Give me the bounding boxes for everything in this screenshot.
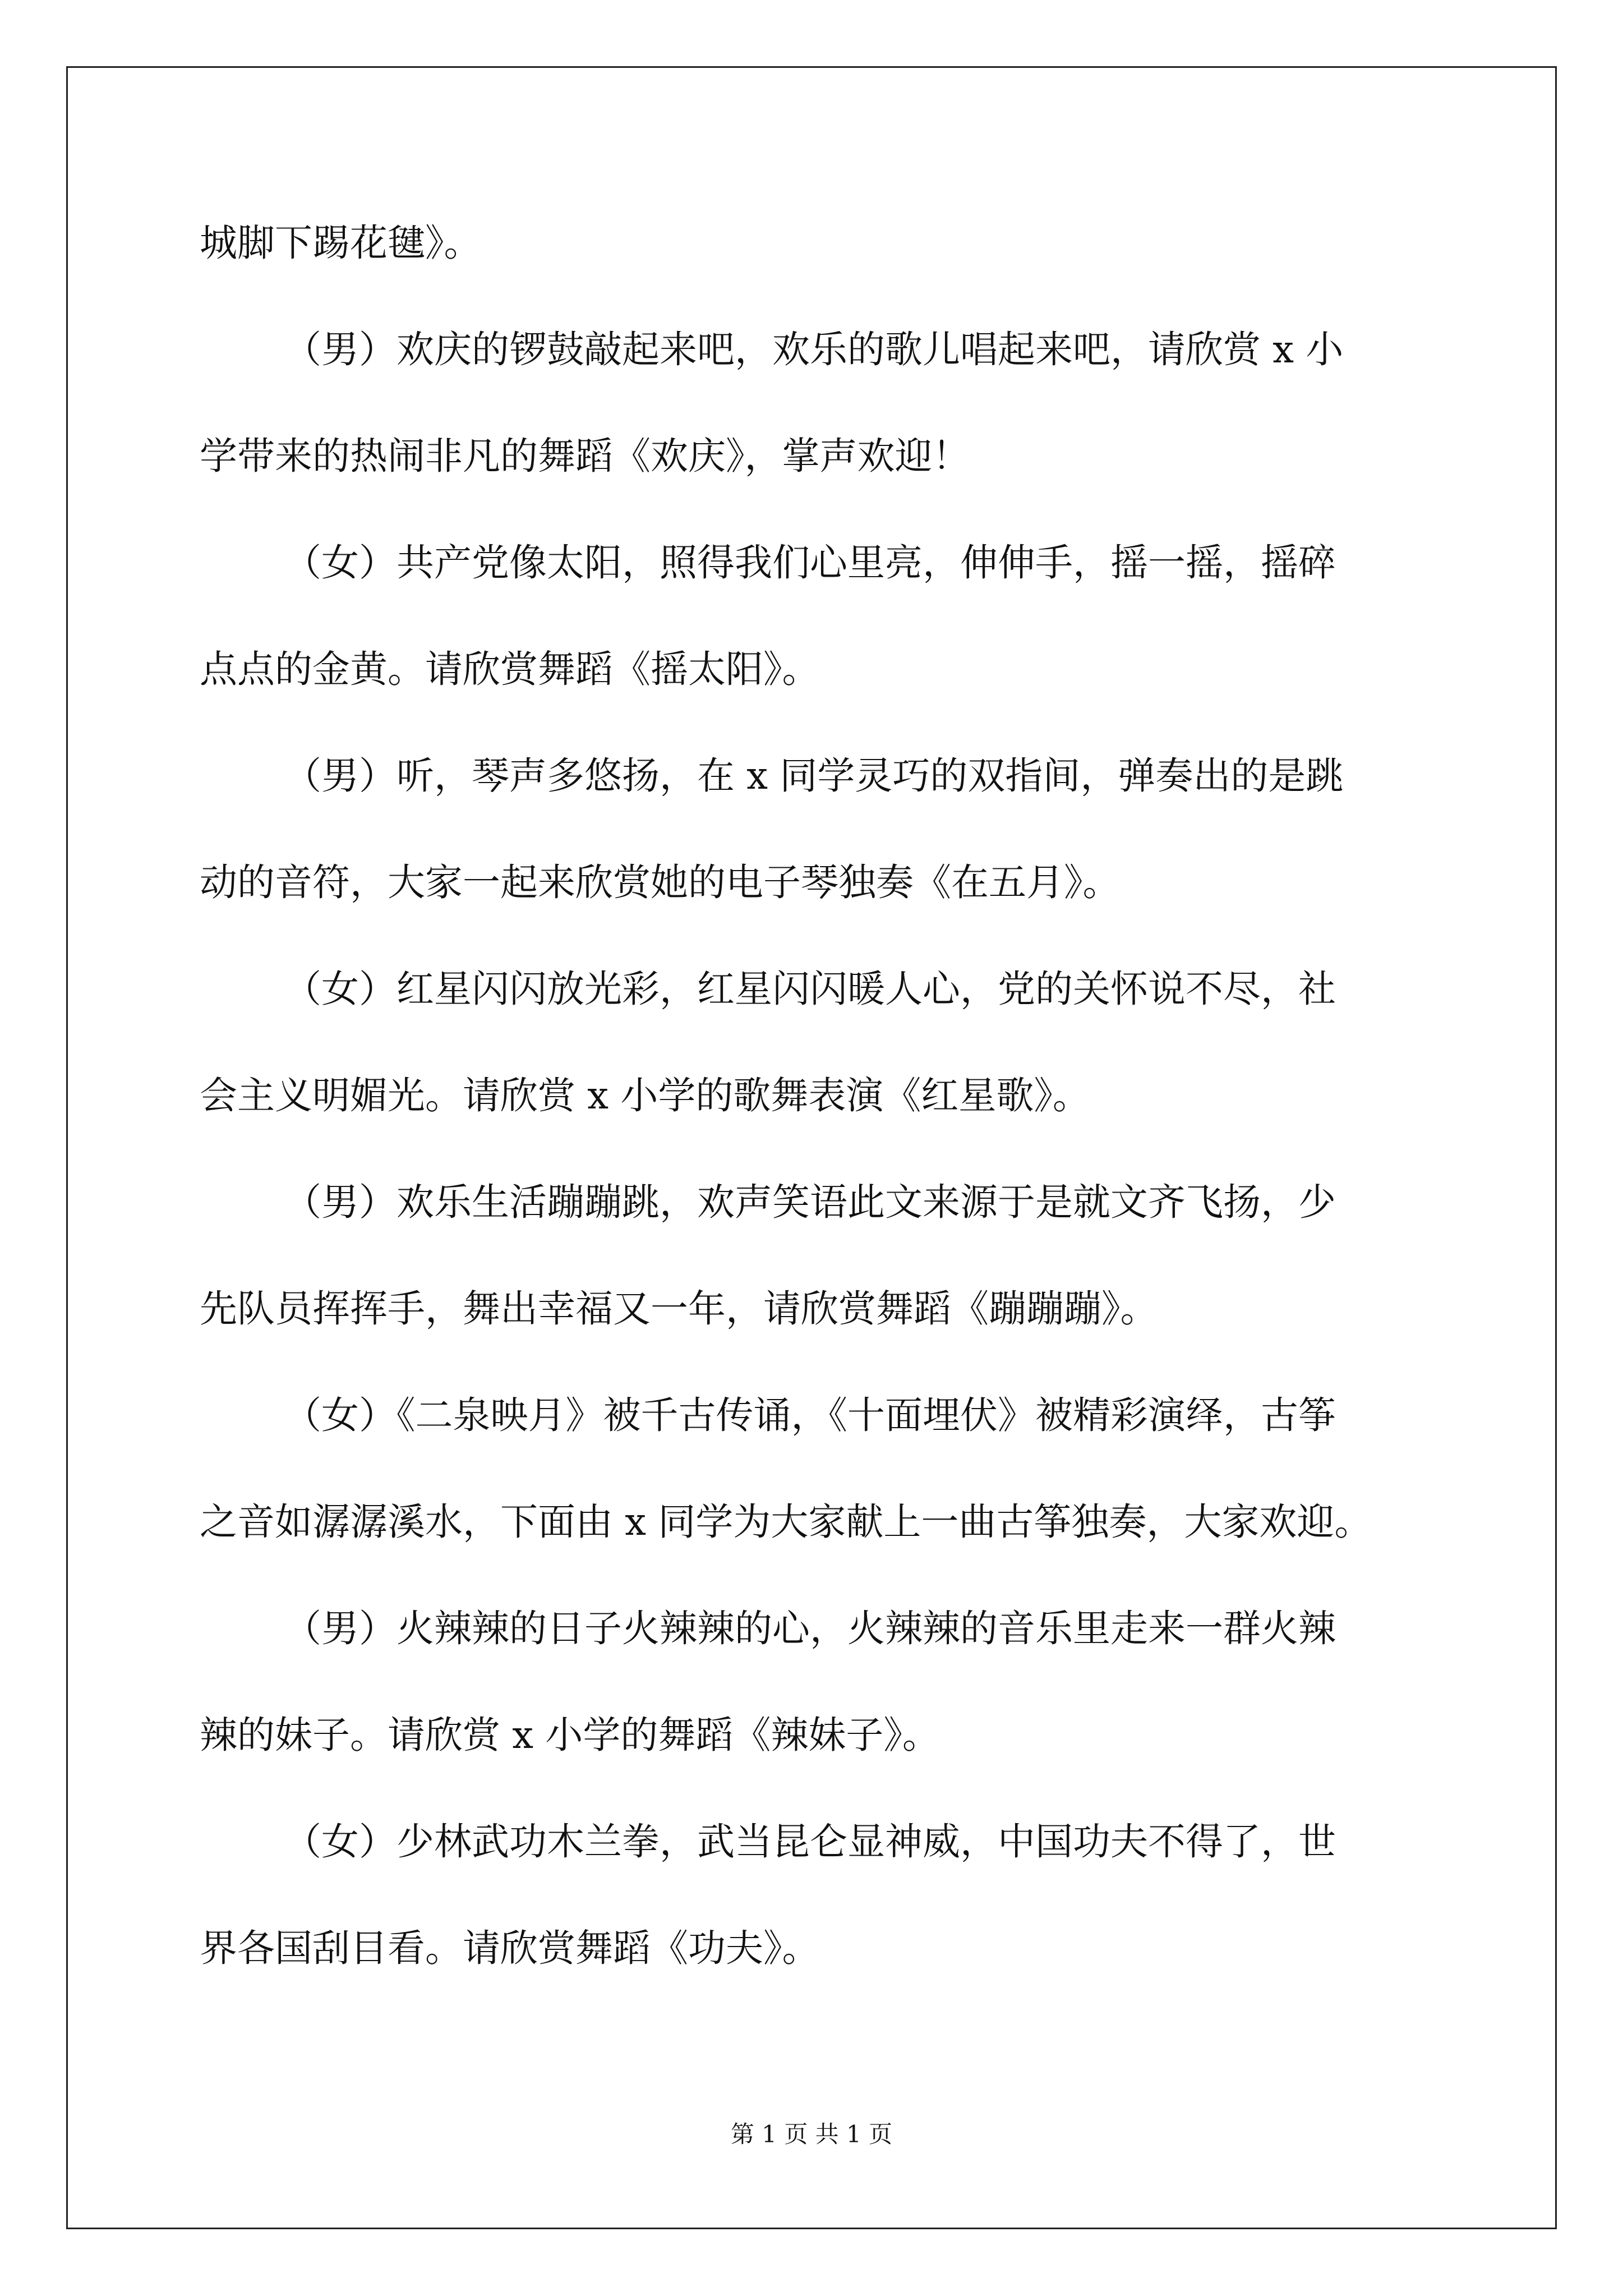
text-line: （男）听，琴声多悠扬，在 x 同学灵巧的双指间，弹奏出的是跳 <box>284 754 1344 798</box>
page-border <box>66 66 1557 2229</box>
text-line: （男）火辣辣的日子火辣辣的心，火辣辣的音乐里走来一群火辣 <box>284 1607 1336 1650</box>
text-line: 会主义明媚光。请欣赏 x 小学的歌舞表演《红星歌》。 <box>200 1074 1090 1117</box>
text-line: 之音如潺潺溪水，下面由 x 同学为大家献上一曲古筝独奏，大家欢迎。 <box>200 1500 1372 1544</box>
text-line: 辣的妹子。请欣赏 x 小学的舞蹈《辣妹子》。 <box>200 1713 940 1757</box>
text-line: 点点的金黄。请欣赏舞蹈《摇太阳》。 <box>200 647 820 691</box>
text-line: 动的音符，大家一起来欣赏她的电子琴独奏《在五月》。 <box>200 861 1121 904</box>
text-line: 城脚下踢花毽》。 <box>200 221 482 265</box>
page-footer: 第 1 页 共 1 页 <box>730 2120 893 2148</box>
text-line: （女）红星闪闪放光彩，红星闪闪暖人心，党的关怀说不尽，社 <box>284 967 1336 1011</box>
text-line: （女）《二泉映月》被千古传诵，《十面埋伏》被精彩演绎，古筝 <box>284 1393 1336 1437</box>
text-line: （女）少林武功木兰拳，武当昆仑显神威，中国功夫不得了，世 <box>284 1820 1336 1864</box>
text-line: 先队员挥挥手，舞出幸福又一年，请欣赏舞蹈《蹦蹦蹦》。 <box>200 1287 1158 1331</box>
text-line: （女）共产党像太阳，照得我们心里亮，伸伸手，摇一摇，摇碎 <box>284 541 1336 585</box>
text-line: 学带来的热闹非凡的舞蹈《欢庆》，掌声欢迎！ <box>200 434 970 478</box>
text-line: （男）欢乐生活蹦蹦跳，欢声笑语此文来源于是就文齐飞扬，少 <box>284 1180 1336 1224</box>
text-line: 界各国刮目看。请欣赏舞蹈《功夫》。 <box>200 1926 820 1970</box>
text-line: （男）欢庆的锣鼓敲起来吧，欢乐的歌儿唱起来吧，请欣赏 x 小 <box>284 328 1344 371</box>
